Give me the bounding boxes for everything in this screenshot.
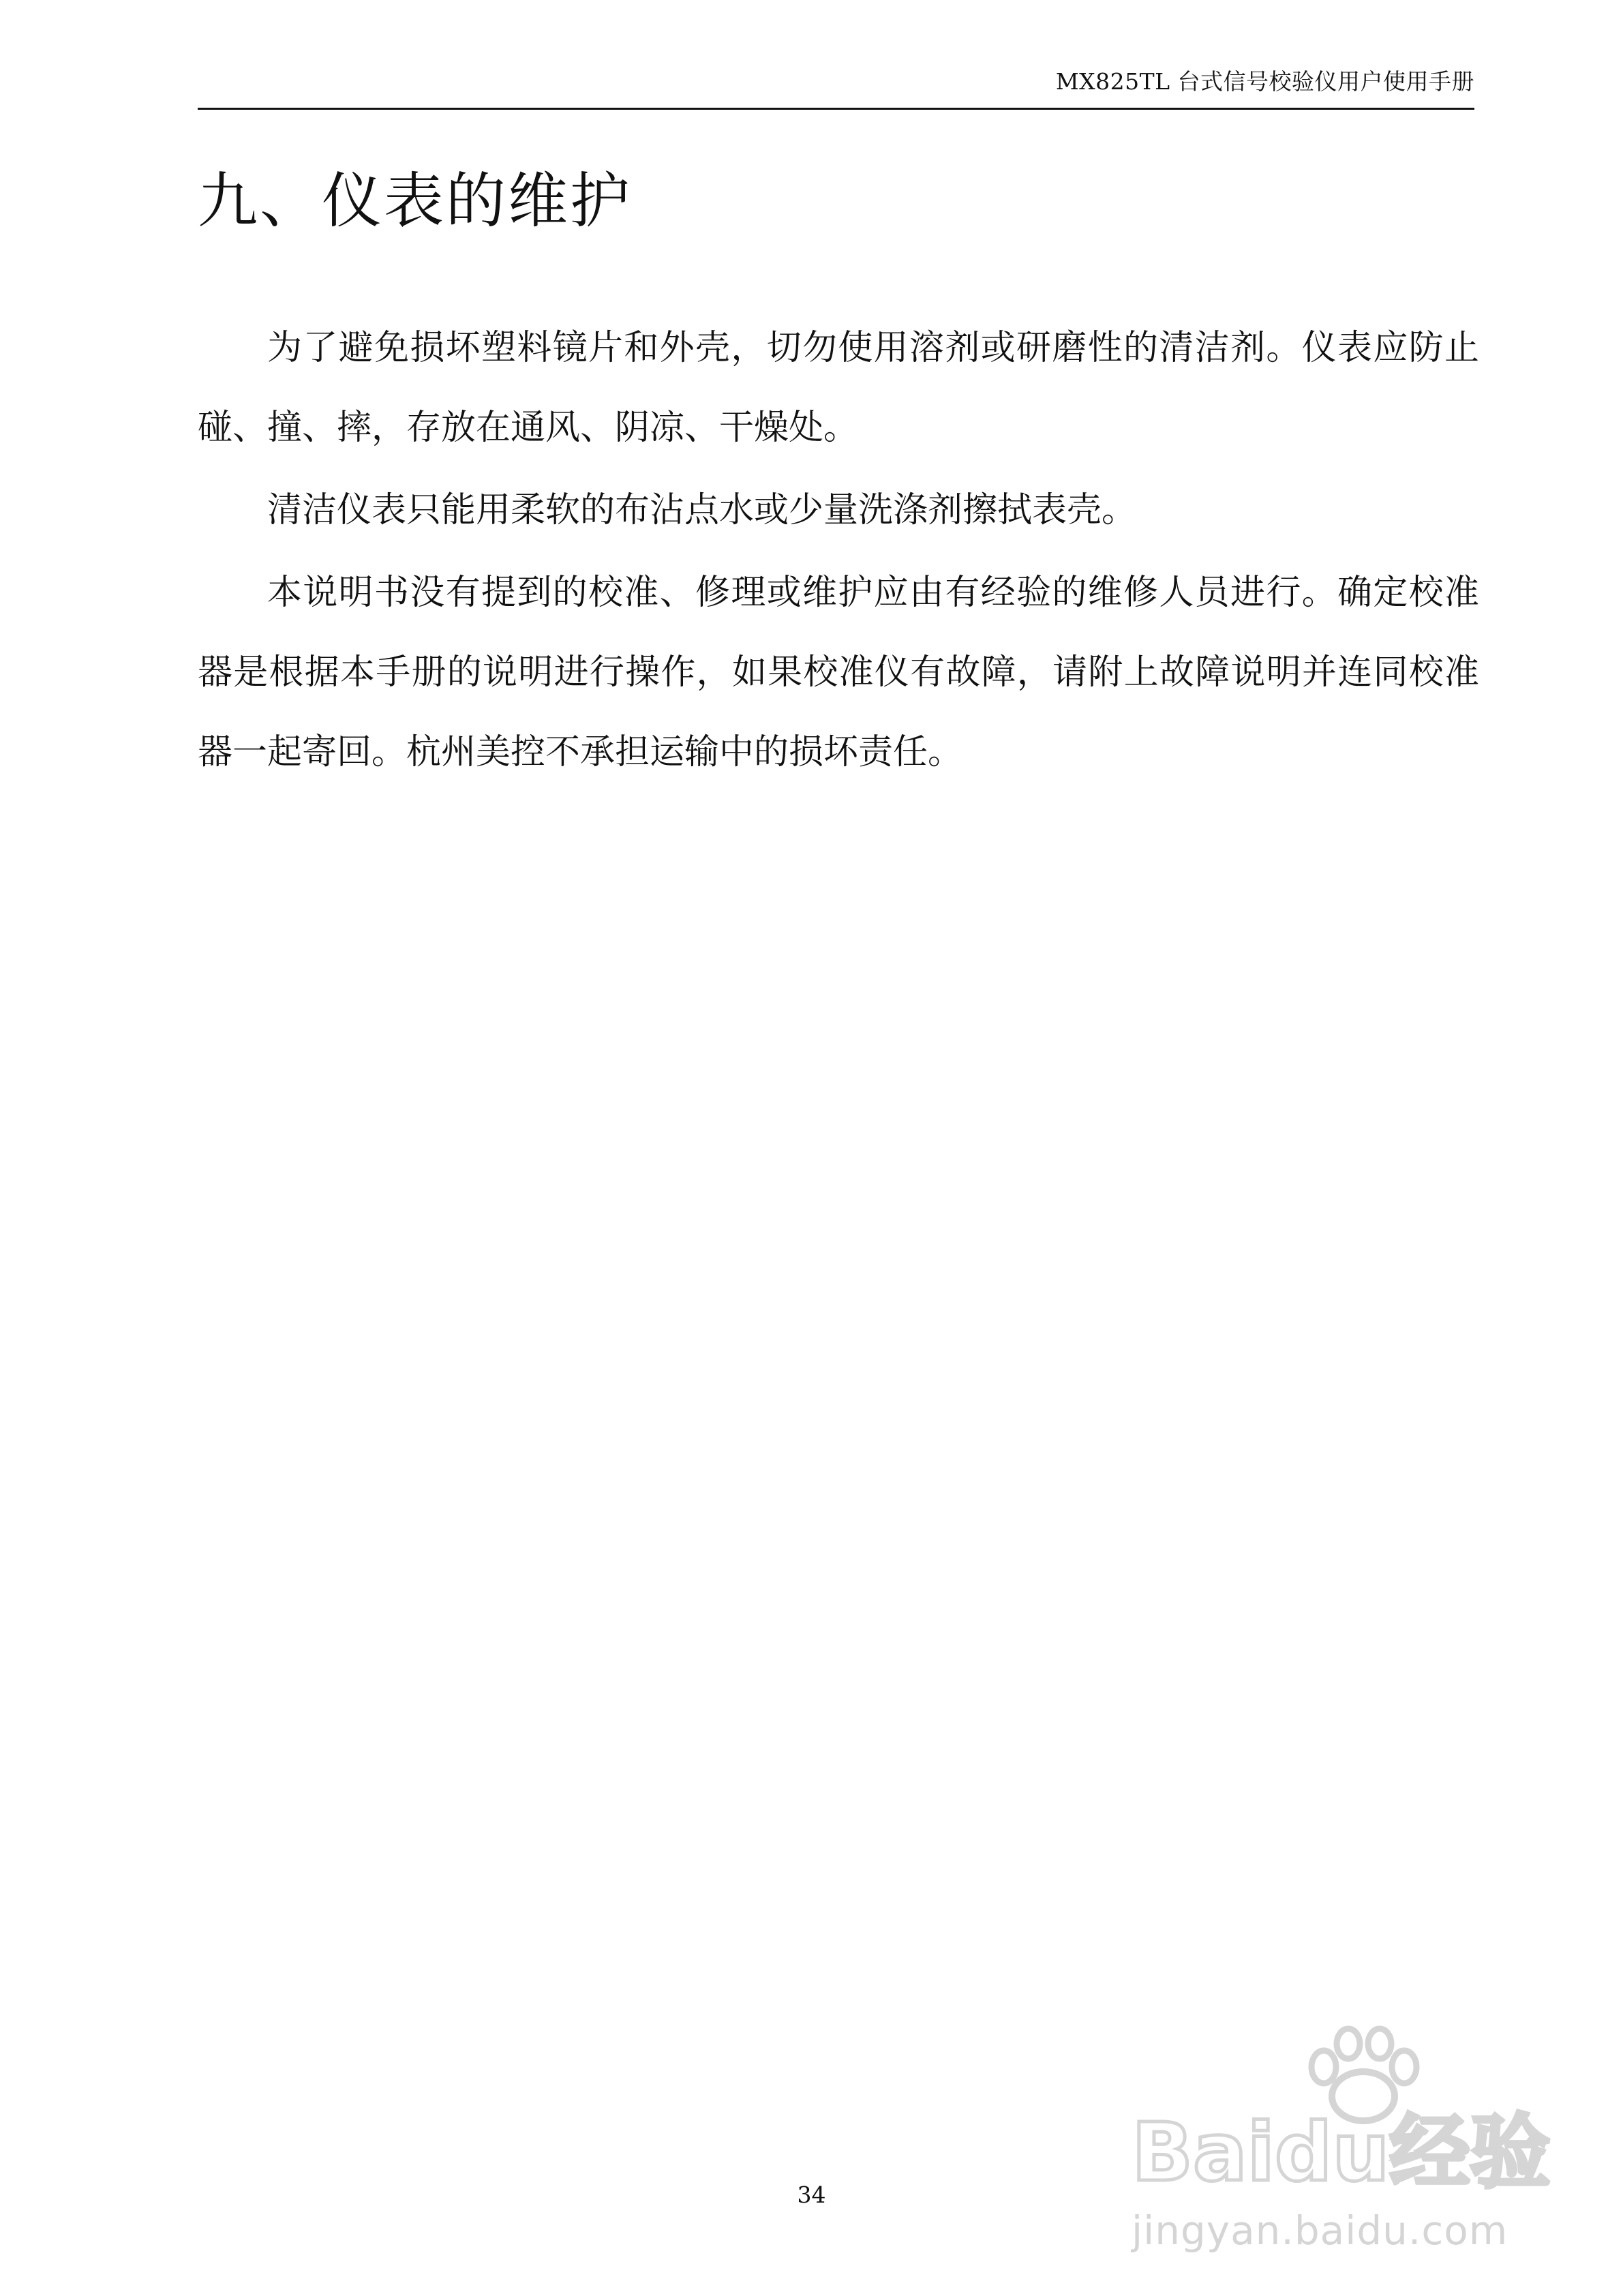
watermark-url: jingyan.baidu.com [1132, 2207, 1508, 2254]
page-number: 34 [797, 2181, 826, 2208]
baidu-watermark [1118, 2025, 1581, 2270]
paragraph-repair-service: 本说明书没有提到的校准、修理或维护应由有经验的维修人员进行。确定校准器是根据本手册的说明进行操作，如果校准仪有故障，请附上故障说明并连同校准器一起寄回。杭州美控不承担运输中的损坏责任。 [198, 573, 1479, 772]
baidu-jingyan-logo [1118, 2106, 1581, 2195]
section-title: 九、仪表的维护 [198, 166, 633, 236]
header-divider [198, 108, 1474, 110]
svg-text:Baidu经验: Baidu经验 [1132, 2106, 1551, 2195]
running-header: MX825TL 台式信号校验仪用户使用手册 [1055, 68, 1474, 95]
paragraph-maintenance-precautions: 为了避免损坏塑料镜片和外壳，切勿使用溶剂或研磨性的清洁剂。仪表应防止碰、撞、摔，存放在通风、阴凉、干燥处。 [198, 328, 1479, 448]
paragraph-cleaning: 清洁仪表只能用柔软的布沾点水或少量洗涤剂擦拭表壳。 [267, 490, 1137, 530]
body-text [198, 308, 1479, 795]
